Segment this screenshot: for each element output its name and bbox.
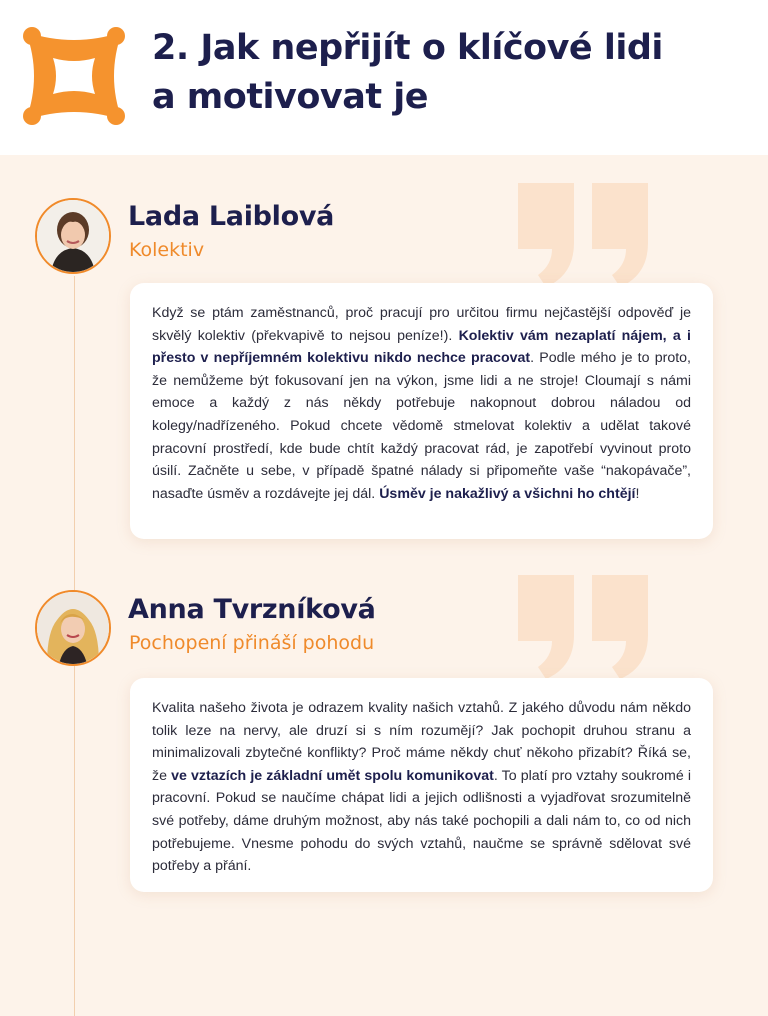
quote-text: Kvalita našeho života je odrazem kvality našich vztahů. Z jakého důvodu nám někdo tolik leze na nervy, ale druzí si s ním rozumějí? Jak pochopit druhou stranu a minimalizovali zbytečné konflikty? Proč máme někdy chuť někoho přizabít? Říká se, že [152,700,691,784]
quote-mark-icon [512,575,658,679]
quote-card [130,283,713,539]
quote-highlight: Kolektiv vám nezaplatí nájem, a i přesto v nepříjemném kolektivu nikdo nechce pracovat [152,327,692,367]
quote-highlight: Úsměv je nakažlivý a všichni ho chtějí [379,485,636,502]
quote-text: . Podle mého je to proto, že nemůžeme být fokusovaní jen na výkon, jsme lidi a ne stroje! Cloumají s námi emoce a každý z nás někdy potřebuje nakopnout dobrou náladou od kolegy/nadřízeného. Pokud chcete vědomě stmelovat kolektiv a udělat takové pracovní prostředí, kde bude chtít každý pracovat rád, je zapotřebí vyvinout proto úsilí. Začněte u sebe, v případě špatné nálady si připomeňte vaše “nakopávače”, nasaďte úsměv a rozdávejte jej dál. [152,350,691,502]
quote-text: . To platí pro vztahy soukromé i pracovní. Pokud se naučíme chápat lidi a jejich odlišnosti a vyjadřovat srozumitelně své potřeby, dáme druhým možnost, aby nás také pochopili a dali nám to, co od nich potřebujeme. Vnesme pohodu do svých vztahů, naučme se správně sdělovat své potřeby a přání. [152,767,691,875]
person-topic: Pochopení přináší pohodu [129,632,375,654]
person-name: Lada Laiblová [128,201,335,232]
page-title [152,24,742,122]
page-title-line-2: a motivovat je [152,77,428,117]
person-name: Anna Tvrzníková [128,594,376,625]
header [0,0,768,155]
avatar-anna [35,590,111,666]
logo-icon [20,22,128,130]
page-title-line-1: 2. Jak nepřijít o klíčové lidi [152,28,663,68]
quote-text: ! [635,485,640,502]
person-photo [37,592,109,664]
person-photo [37,200,109,272]
quote-highlight: ve vztazích je základní umět spolu komunikovat [171,767,494,784]
quote-text: Když se ptám zaměstnanců, proč pracují pro určitou firmu nejčastější odpověď je skvělý kolektiv (překvapivě to nejsou peníze!). [152,305,691,344]
avatar-lada [35,198,111,274]
quote-mark-icon [512,183,658,287]
quote-card [130,678,713,892]
person-topic: Kolektiv [129,239,205,261]
